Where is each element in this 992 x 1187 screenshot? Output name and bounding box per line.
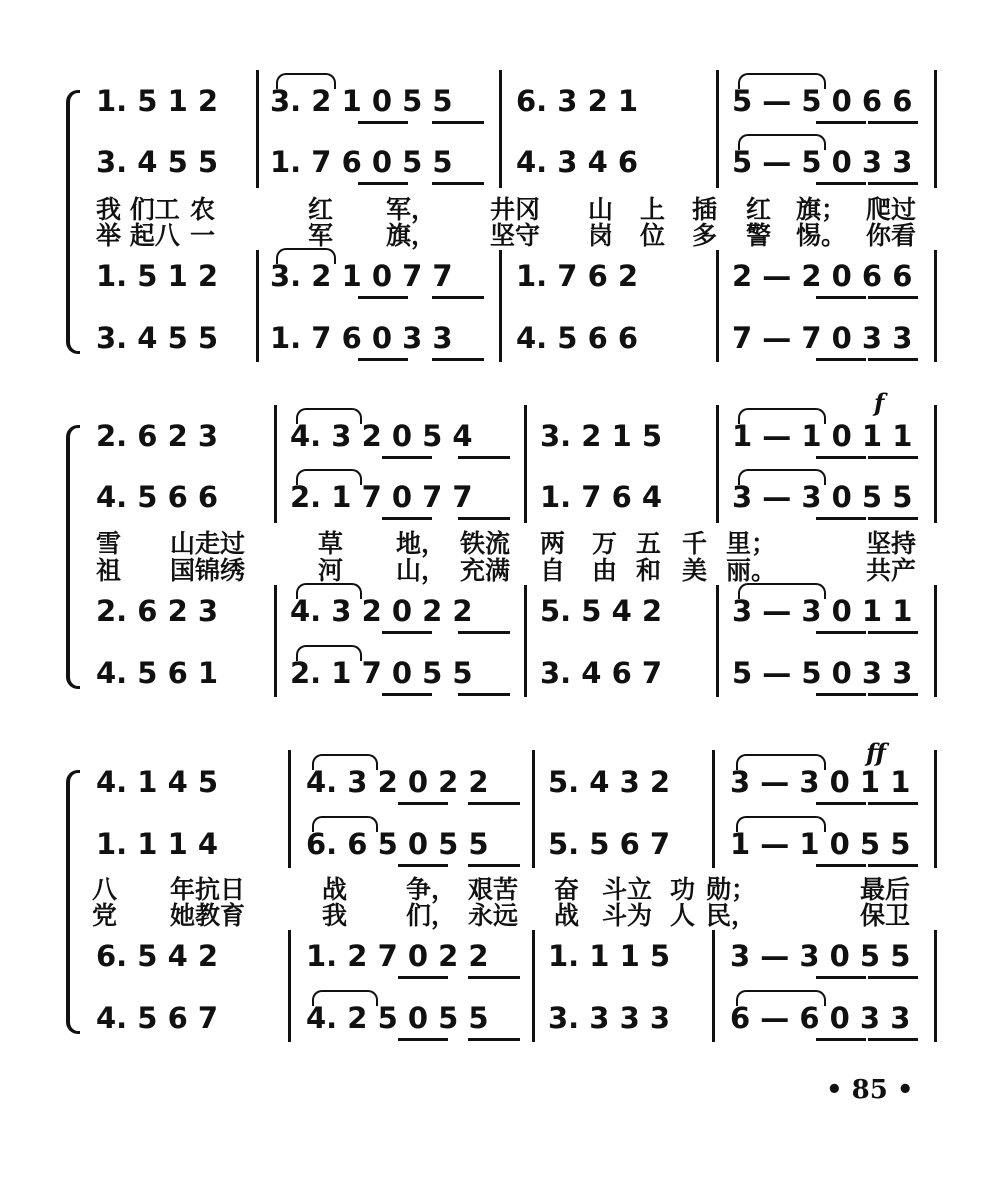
lyric-syllable: 爬过 (866, 195, 917, 224)
measure: 4. 5 6 6 (96, 480, 219, 514)
lyric-syllable: 八 (92, 875, 118, 904)
measure: 3. 4 6 7 (540, 656, 663, 690)
tie (736, 816, 826, 832)
beam (432, 182, 484, 185)
dynamic-marking: ff (866, 738, 886, 767)
lyric-syllable: 红 (308, 195, 334, 224)
part-row (0, 83, 992, 127)
measure: 2 — 2 0 6 6 (732, 259, 913, 293)
lyric-syllable: 祖 (96, 556, 122, 585)
tie (312, 990, 378, 1006)
beam (458, 631, 510, 634)
beam (868, 864, 918, 867)
measure: 3. 3 3 3 (548, 1001, 671, 1035)
lyric-syllable: 自 (540, 556, 566, 585)
beam (358, 358, 408, 361)
beam (868, 1038, 918, 1041)
part-row (0, 826, 992, 870)
measure: 3 — 3 0 5 5 (730, 939, 911, 973)
lyric-syllable: 里； (726, 529, 777, 558)
lyric-syllable: 党 (92, 901, 118, 930)
measure: 2. 1 7 0 5 5 (290, 656, 473, 690)
tie (738, 408, 826, 424)
lyric-syllable: 共产 (866, 556, 917, 585)
lyric-syllable: 惕。 (796, 221, 847, 250)
measure: 4. 1 4 5 (96, 765, 219, 799)
part-row (0, 320, 992, 364)
lyric-syllable: 们， (406, 901, 457, 930)
tie (738, 134, 826, 150)
measure: 3 — 3 0 1 1 (732, 594, 913, 628)
beam (868, 182, 918, 185)
measure: 5. 4 3 2 (548, 765, 671, 799)
part-row (0, 938, 992, 982)
beam (398, 864, 448, 867)
measure: 4. 3 4 6 (516, 145, 639, 179)
beam (816, 864, 866, 867)
beam (458, 517, 510, 520)
beam (868, 358, 918, 361)
measure: 5 — 5 0 6 6 (732, 84, 913, 118)
measure: 3. 2 1 5 (540, 419, 663, 453)
measure: 1. 7 6 4 (540, 480, 663, 514)
beam (868, 802, 918, 805)
beam (468, 976, 520, 979)
lyric-syllable: 永远 (468, 901, 519, 930)
tie (312, 816, 378, 832)
lyric-syllable: 铁流 (460, 529, 511, 558)
beam (868, 296, 918, 299)
lyric-syllable: 她教育 (170, 901, 246, 930)
lyric-syllable: 军 (308, 221, 334, 250)
measure: 1. 1 1 4 (96, 827, 219, 861)
lyric-syllable: 战 (322, 875, 348, 904)
measure: 2. 1 7 0 7 7 (290, 480, 473, 514)
beam (382, 693, 432, 696)
tie (738, 73, 826, 89)
lyric-syllable: 插 (692, 195, 718, 224)
beam (816, 121, 866, 124)
beam (432, 121, 484, 124)
measure: 5 — 5 0 3 3 (732, 145, 913, 179)
beam (868, 121, 918, 124)
beam (816, 802, 866, 805)
lyric-syllable: 举 起八 (96, 221, 180, 250)
tie (296, 583, 362, 599)
tie (276, 248, 336, 264)
beam (398, 976, 448, 979)
beam (816, 456, 866, 459)
lyric-syllable: 军， (386, 195, 437, 224)
lyric-syllable: 旗， (386, 221, 437, 250)
lyric-syllable: 人 (670, 901, 696, 930)
beam (816, 182, 866, 185)
lyric-syllable: 警 (746, 221, 772, 250)
system-bracket (66, 90, 80, 354)
measure: 1. 7 6 2 (516, 259, 639, 293)
lyric-syllable: 美 (682, 556, 708, 585)
measure: 6 — 6 0 3 3 (730, 1001, 911, 1035)
lyric-syllable: 山 (588, 195, 614, 224)
lyric-syllable: 雪 (96, 529, 122, 558)
beam (816, 693, 866, 696)
lyric-syllable: 多 (692, 221, 718, 250)
lyric-syllable: 保卫 (860, 901, 911, 930)
system-bracket (66, 770, 80, 1034)
measure: 2. 6 2 3 (96, 594, 219, 628)
system-bracket (66, 425, 80, 689)
part-row (0, 258, 992, 302)
beam (398, 802, 448, 805)
measure: 1 — 1 0 5 5 (730, 827, 911, 861)
beam (816, 631, 866, 634)
measure: 6. 5 4 2 (96, 939, 219, 973)
page-number: • 85 • (826, 1075, 914, 1105)
beam (468, 802, 520, 805)
tie (736, 754, 826, 770)
measure: 3 — 3 0 5 5 (732, 480, 913, 514)
beam (816, 358, 866, 361)
lyric-syllable: 斗立 (602, 875, 653, 904)
tie (736, 990, 826, 1006)
measure: 1 — 1 0 1 1 (732, 419, 913, 453)
lyric-syllable: 争， (406, 875, 457, 904)
part-row (0, 655, 992, 699)
beam (382, 631, 432, 634)
measure: 3 — 3 0 1 1 (730, 765, 911, 799)
part-row (0, 764, 992, 808)
beam (816, 1038, 866, 1041)
beam (432, 358, 484, 361)
part-row (0, 593, 992, 637)
beam (816, 296, 866, 299)
measure: 2. 6 2 3 (96, 419, 219, 453)
lyric-syllable: 井冈 (490, 195, 541, 224)
lyric-syllable: 五 (636, 529, 662, 558)
lyric-syllable: 山， (396, 556, 447, 585)
lyric-syllable: 山走过 (170, 529, 246, 558)
lyric-syllable: 战 (554, 901, 580, 930)
measure: 4. 2 5 0 5 5 (306, 1001, 489, 1035)
measure: 5 — 5 0 3 3 (732, 656, 913, 690)
lyric-syllable: 你看 (866, 221, 917, 250)
measure: 5. 5 4 2 (540, 594, 663, 628)
lyric-syllable: 艰苦 (468, 875, 519, 904)
beam (432, 296, 484, 299)
measure: 4. 5 6 6 (516, 321, 639, 355)
measure: 1. 5 1 2 (96, 259, 219, 293)
beam (458, 693, 510, 696)
measure: 4. 3 2 0 2 2 (306, 765, 489, 799)
measure: 4. 3 2 0 5 4 (290, 419, 473, 453)
lyric-syllable: 旗； (796, 195, 847, 224)
tie (738, 583, 826, 599)
lyric-syllable: 坚守 (490, 221, 541, 250)
lyric-syllable: 一 (190, 221, 216, 250)
lyric-syllable: 上 (640, 195, 666, 224)
beam (398, 1038, 448, 1041)
tie (312, 754, 378, 770)
beam (868, 456, 918, 459)
lyric-syllable: 充满 (460, 556, 511, 585)
measure: 1. 2 7 0 2 2 (306, 939, 489, 973)
lyric-syllable: 功 (670, 875, 696, 904)
beam (868, 517, 918, 520)
lyric-syllable: 民， (706, 901, 757, 930)
lyric-syllable: 农 (190, 195, 216, 224)
beam (458, 456, 510, 459)
lyric-syllable: 斗为 (602, 901, 653, 930)
lyric-syllable: 坚持 (866, 529, 917, 558)
lyric-syllable: 位 (640, 221, 666, 250)
measure: 3. 4 5 5 (96, 321, 219, 355)
beam (816, 976, 866, 979)
lyric-syllable: 千 (682, 529, 708, 558)
tie (296, 469, 362, 485)
lyric-syllable: 我 (322, 901, 348, 930)
measure: 5. 5 6 7 (548, 827, 671, 861)
tie (738, 469, 826, 485)
measure: 1. 7 6 0 5 5 (270, 145, 453, 179)
measure: 1. 1 1 5 (548, 939, 671, 973)
lyric-syllable: 勋； (706, 875, 757, 904)
measure: 1. 7 6 0 3 3 (270, 321, 453, 355)
lyric-syllable: 最后 (860, 875, 911, 904)
lyric-syllable: 红 (746, 195, 772, 224)
measure: 3. 4 5 5 (96, 145, 219, 179)
lyric-syllable: 国锦绣 (170, 556, 246, 585)
lyric-syllable: 地， (396, 529, 447, 558)
beam (868, 631, 918, 634)
measure: 6. 3 2 1 (516, 84, 639, 118)
measure: 4. 3 2 0 2 2 (290, 594, 473, 628)
lyric-syllable: 丽。 (726, 556, 777, 585)
measure: 6. 6 5 0 5 5 (306, 827, 489, 861)
beam (382, 456, 432, 459)
measure: 4. 5 6 7 (96, 1001, 219, 1035)
beam (816, 517, 866, 520)
lyric-syllable: 我 们工 (96, 195, 180, 224)
part-row (0, 479, 992, 523)
part-row (0, 144, 992, 188)
lyric-syllable: 万 (592, 529, 618, 558)
lyric-syllable: 年抗日 (170, 875, 246, 904)
lyric-syllable: 草 (318, 529, 344, 558)
beam (358, 296, 408, 299)
tie (296, 408, 362, 424)
beam (868, 976, 918, 979)
part-row (0, 418, 992, 462)
tie (296, 645, 362, 661)
measure: 3. 2 1 0 7 7 (270, 259, 453, 293)
beam (358, 121, 408, 124)
dynamic-marking: f (874, 388, 885, 417)
lyric-syllable: 岗 (588, 221, 614, 250)
measure: 1. 5 1 2 (96, 84, 219, 118)
lyric-syllable: 两 (540, 529, 566, 558)
part-row (0, 1000, 992, 1044)
beam (468, 864, 520, 867)
tie (276, 73, 336, 89)
lyric-syllable: 和 (636, 556, 662, 585)
lyric-syllable: 奋 (554, 875, 580, 904)
measure: 7 — 7 0 3 3 (732, 321, 913, 355)
lyric-syllable: 河 (318, 556, 344, 585)
beam (358, 182, 408, 185)
beam (868, 693, 918, 696)
measure: 4. 5 6 1 (96, 656, 219, 690)
beam (468, 1038, 520, 1041)
lyric-syllable: 由 (592, 556, 618, 585)
beam (382, 517, 432, 520)
measure: 3. 2 1 0 5 5 (270, 84, 453, 118)
